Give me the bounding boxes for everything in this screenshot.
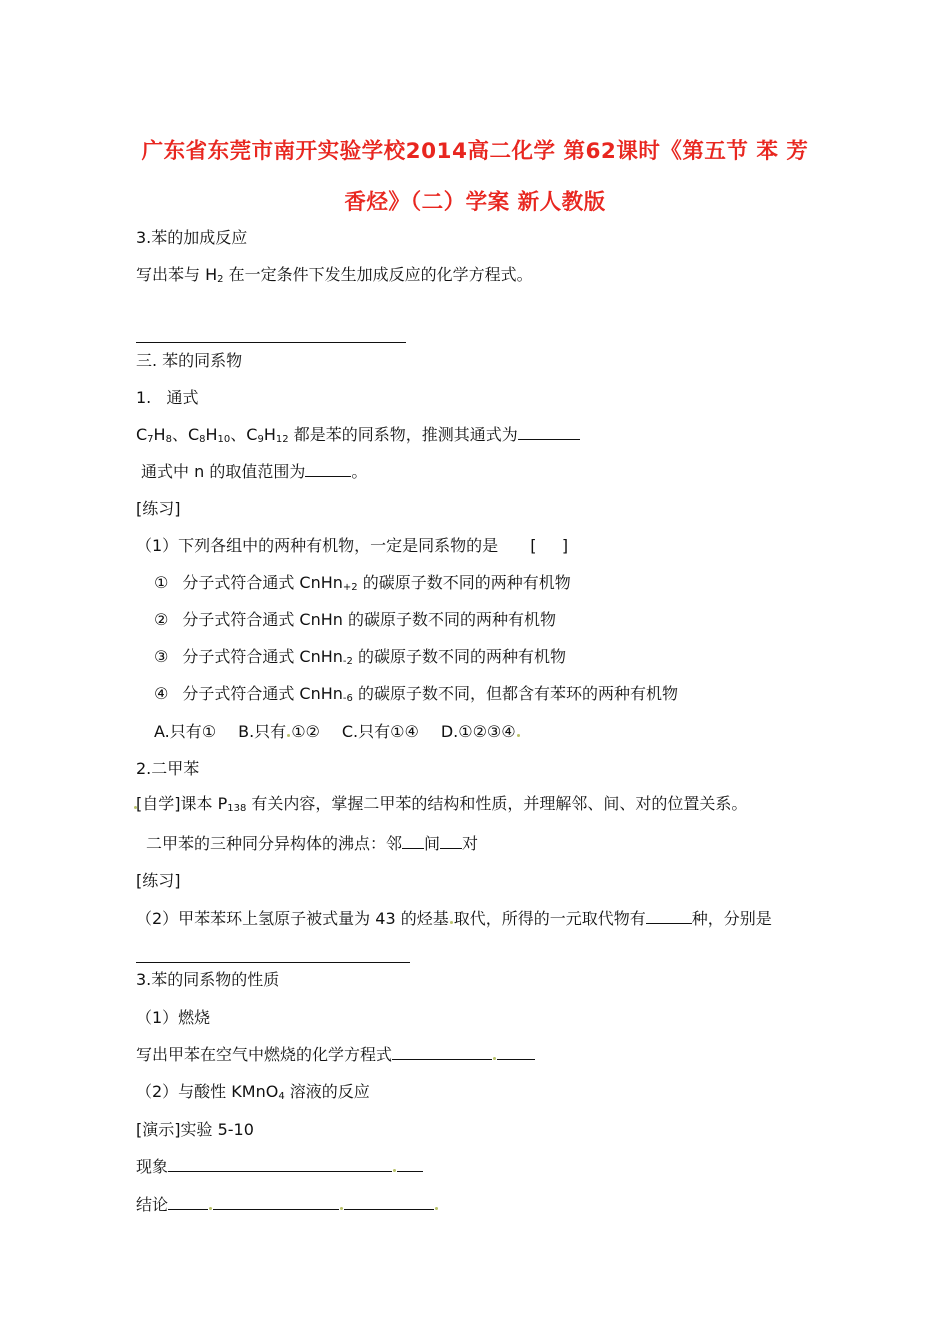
practice1-question: （1）下列各组中的两种有机物，一定是同系物的是 [ ] [136, 536, 569, 555]
answer-blank-combustion-a[interactable] [392, 1045, 492, 1060]
title-line-2: 香烃》（二）学案 新人教版 [344, 190, 606, 215]
demo-heading: [演示]实验 5-10 [136, 1120, 254, 1139]
answer-blank-phenomenon-a[interactable] [168, 1157, 392, 1172]
boiling-point-line: 二甲苯的三种同分异构体的沸点：邻 间 对 [146, 834, 479, 853]
answer-choices [154, 722, 521, 742]
answer-bracket-1[interactable]: [ ] [530, 536, 569, 555]
answer-blank-conclusion-a[interactable] [168, 1195, 208, 1210]
conclusion-line: 结论 [136, 1195, 439, 1215]
answer-blank-count[interactable] [646, 909, 692, 924]
option-4: ④ 分子式符合通式 CnHn$_{-6}$ 的碳原子数不同，但都含有苯环的两种有机物 [154, 684, 678, 704]
combustion-prompt: 写出甲苯在空气中燃烧的化学方程式 [136, 1045, 535, 1065]
homolog-formulas: $C_7H_8$、$C_8H_{10}$、$C_9H_{12}$ 都是苯的同系物，推测其通式为 [136, 425, 580, 445]
answer-blank-general-formula[interactable] [518, 425, 580, 440]
general-formula-heading: 1. 通式 [136, 388, 199, 407]
option-2: ② 分子式符合通式 CnHn 的碳原子数不同的两种有机物 [154, 610, 557, 629]
addition-prompt: 写出苯与 $H_2$ 在一定条件下发生加成反应的化学方程式。 [136, 265, 533, 285]
answer-blank-bp-1[interactable] [402, 834, 424, 849]
choice-a[interactable]: A.只有① [154, 722, 217, 741]
choice-b[interactable]: B.只有 ①② [238, 722, 320, 741]
answer-line-addition[interactable] [136, 342, 406, 343]
xylene-heading: 2.二甲苯 [136, 759, 200, 778]
practice2-question: （2）甲苯苯环上氢原子被式量为 43 的烃基 取代，所得的一元取代物有 种，分别是 [136, 909, 772, 928]
phenomenon-line: 现象 [136, 1157, 423, 1177]
kmno4-heading: （2）与酸性 KMnO$_4$ 溶液的反应 [136, 1082, 370, 1102]
n-range-line: 通式中 n 的取值范围为 。 [141, 462, 368, 481]
option-3: ③ 分子式符合通式 CnHn$_{-2}$ 的碳原子数不同的两种有机物 [154, 647, 566, 667]
practice-tag-1: [练习] [136, 499, 181, 518]
answer-blank-combustion-b[interactable] [497, 1045, 535, 1060]
answer-blank-n-range[interactable] [305, 462, 351, 477]
answer-blank-conclusion-c[interactable] [344, 1195, 434, 1210]
combustion-heading: （1）燃烧 [136, 1008, 211, 1027]
part3-heading: 三. 苯的同系物 [136, 351, 243, 370]
practice-tag-2: [练习] [136, 871, 181, 890]
answer-blank-phenomenon-b[interactable] [397, 1157, 423, 1172]
choice-d[interactable]: D.①②③④ [440, 722, 516, 741]
option-1: ① 分子式符合通式 CnHn$_{+2}$ 的碳原子数不同的两种有机物 [154, 573, 571, 593]
answer-blank-conclusion-b[interactable] [213, 1195, 339, 1210]
self-study-line: [自学]课本 $P_{138}$ 有关内容，掌握二甲苯的结构和性质，并理解邻、间、对的位置关系。 [136, 794, 748, 814]
answer-blank-bp-2[interactable] [440, 834, 462, 849]
choice-c[interactable]: C.只有①④ [341, 722, 419, 741]
answer-line-substitutes[interactable] [136, 962, 410, 963]
properties-heading: 3.苯的同系物的性质 [136, 970, 280, 989]
section-addition-heading: 3.苯的加成反应 [136, 228, 248, 247]
title-line-1: 广东省东莞市南开实验学校2014高二化学 第62课时《第五节 苯 芳 [141, 139, 809, 164]
